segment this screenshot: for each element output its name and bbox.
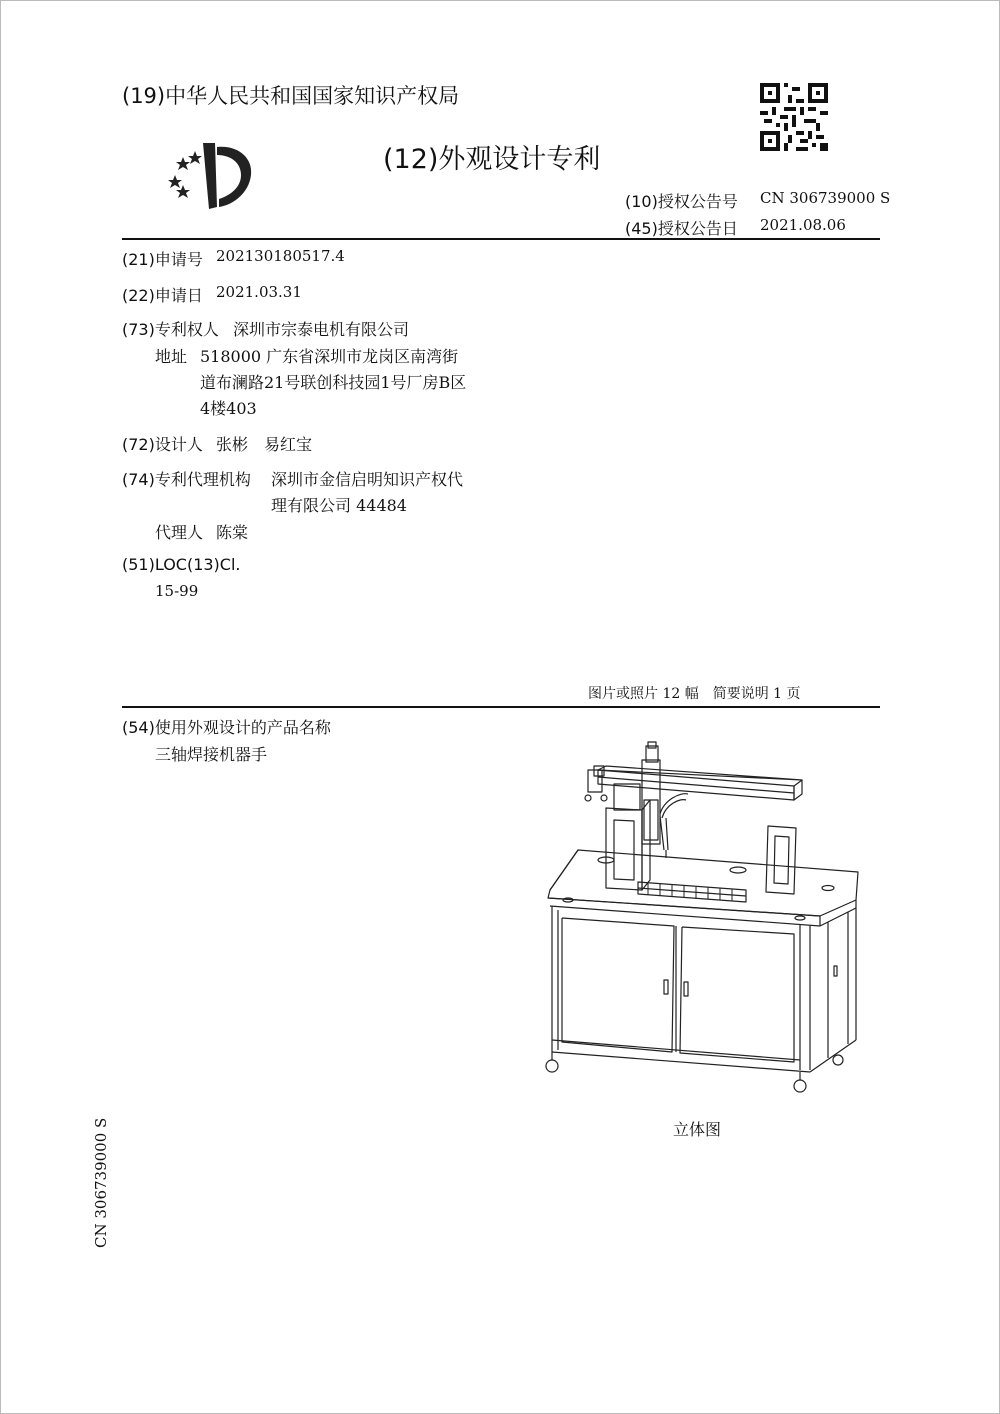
agency-line-2: 理有限公司 44484: [271, 496, 407, 515]
address-line-1: 518000 广东省深圳市龙岗区南湾街: [200, 347, 459, 366]
application-date-label: (22)申请日: [122, 286, 203, 305]
figure-caption: 立体图: [673, 1120, 722, 1139]
publication-number: CN 306739000 S: [760, 189, 891, 207]
header-divider: [122, 238, 880, 240]
owner-label: (73)专利权人: [122, 320, 219, 339]
cnipa-logo: [165, 135, 260, 215]
document-type: (12)外观设计专利: [383, 144, 601, 175]
office-name: (19)中华人民共和国国家知识产权局: [122, 84, 460, 108]
loc-classification-label: (51)LOC(13)Cl.: [122, 555, 241, 574]
address-line-3: 4楼403: [200, 399, 257, 418]
application-number-label: (21)申请号: [122, 250, 203, 269]
address-label: 地址: [155, 347, 188, 366]
publication-date: 2021.08.06: [760, 216, 846, 234]
application-date: 2021.03.31: [216, 283, 302, 301]
address-line-2: 道布澜路21号联创科技园1号厂房B区: [200, 373, 467, 392]
designer-label: (72)设计人: [122, 435, 203, 454]
agency-line-1: 深圳市金信启明知识产权代: [271, 470, 464, 489]
designers: 张彬 易红宝: [216, 435, 313, 454]
agent-label: 代理人: [155, 523, 204, 542]
owner: 深圳市宗泰电机有限公司: [233, 320, 410, 339]
product-drawing: [538, 740, 863, 1100]
product-name: 三轴焊接机器手: [155, 745, 268, 764]
side-publication-number: CN 306739000 S: [92, 1117, 110, 1248]
agency-label: (74)专利代理机构: [122, 470, 251, 489]
pages-note: 图片或照片 12 幅 简要说明 1 页: [588, 686, 801, 702]
loc-classification: 15-99: [155, 582, 199, 600]
agent: 陈棠: [216, 523, 249, 542]
application-number: 202130180517.4: [216, 247, 345, 265]
summary-divider: [122, 706, 880, 708]
qr-code-icon: [760, 83, 828, 151]
product-name-label: (54)使用外观设计的产品名称: [122, 718, 331, 737]
publication-date-label: (45)授权公告日: [625, 219, 738, 238]
publication-number-label: (10)授权公告号: [625, 192, 738, 211]
